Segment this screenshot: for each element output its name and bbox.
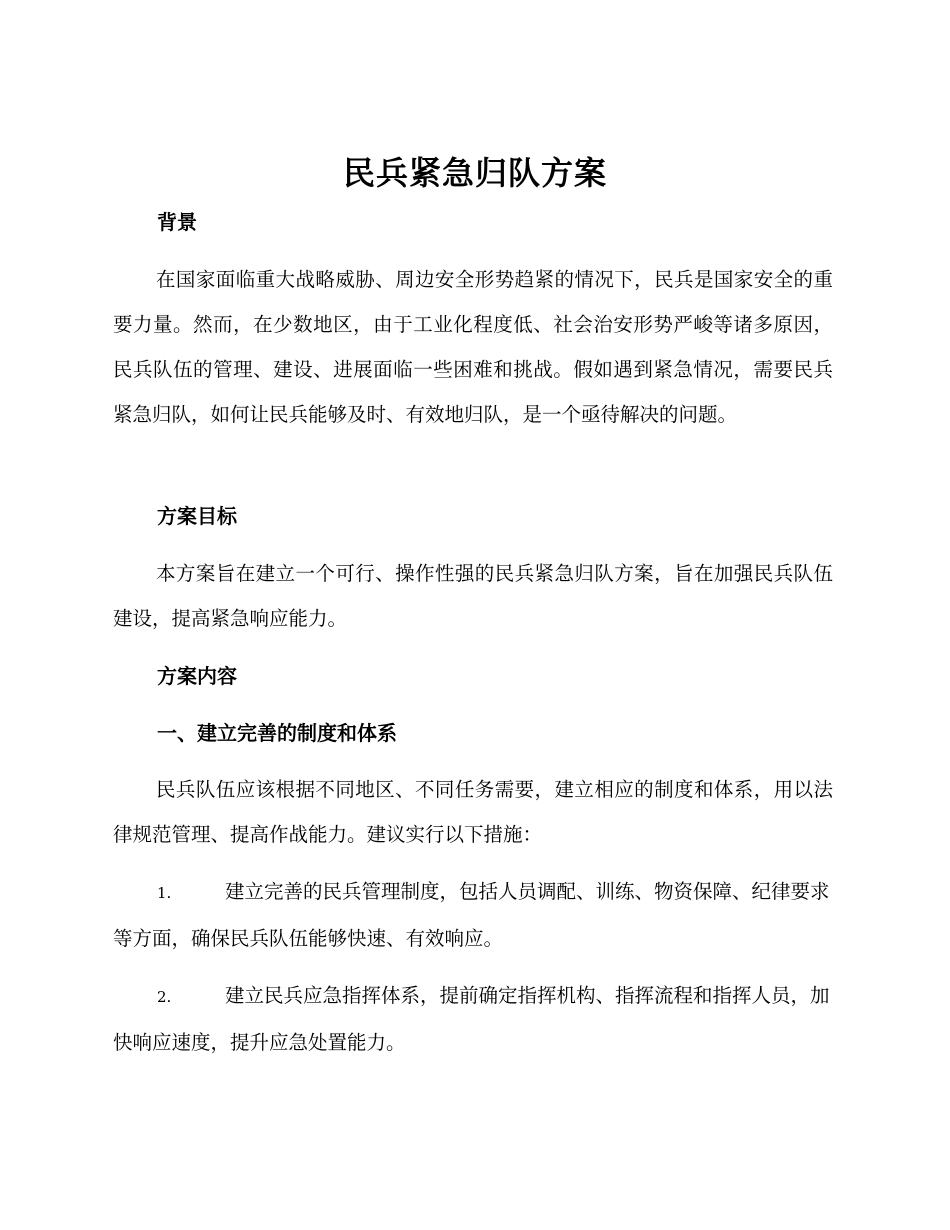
goal-heading: 方案目标 — [157, 504, 237, 528]
document-title: 民兵紧急归队方案 — [342, 154, 607, 192]
background-paragraph: 在国家面临重大战略威胁、周边安全形势趋紧的情况下，民兵是国家安全的重要力量。然而，在少数地区，由于工业化程度低、社会治安形势严峻等诸多原因，民兵队伍的管理、建设、进展面临一些困难和挑战。假如遇到紧急情况，需要民兵紧急归队，如何让民兵能够及时、有效地归队，是一个亟待解决的问题。 — [113, 268, 833, 426]
list-item-number: 1. — [157, 884, 172, 902]
list-item-text: 建立完善的民兵管理制度，包括人员调配、训练、物资保障、纪律要求等方面，确保民兵队伍能够快速、有效响应。 — [113, 880, 830, 950]
list-item — [113, 973, 833, 1065]
list-item-text: 建立民兵应急指挥体系，提前确定指挥机构、指挥流程和指挥人员，加快响应速度，提升应急处置能力。 — [113, 984, 830, 1054]
content-heading: 方案内容 — [157, 664, 237, 688]
subsection-heading: 一、建立完善的制度和体系 — [157, 721, 397, 745]
list-item-number: 2. — [157, 988, 172, 1006]
goal-paragraph: 本方案旨在建立一个可行、操作性强的民兵紧急归队方案，旨在加强民兵队伍建设，提高紧急响应能力。 — [113, 562, 833, 630]
subsection-paragraph: 民兵队伍应该根据不同地区、不同任务需要，建立相应的制度和体系，用以法律规范管理、提高作战能力。建议实行以下措施： — [113, 778, 833, 846]
list-item — [113, 869, 833, 961]
background-heading: 背景 — [157, 210, 197, 234]
